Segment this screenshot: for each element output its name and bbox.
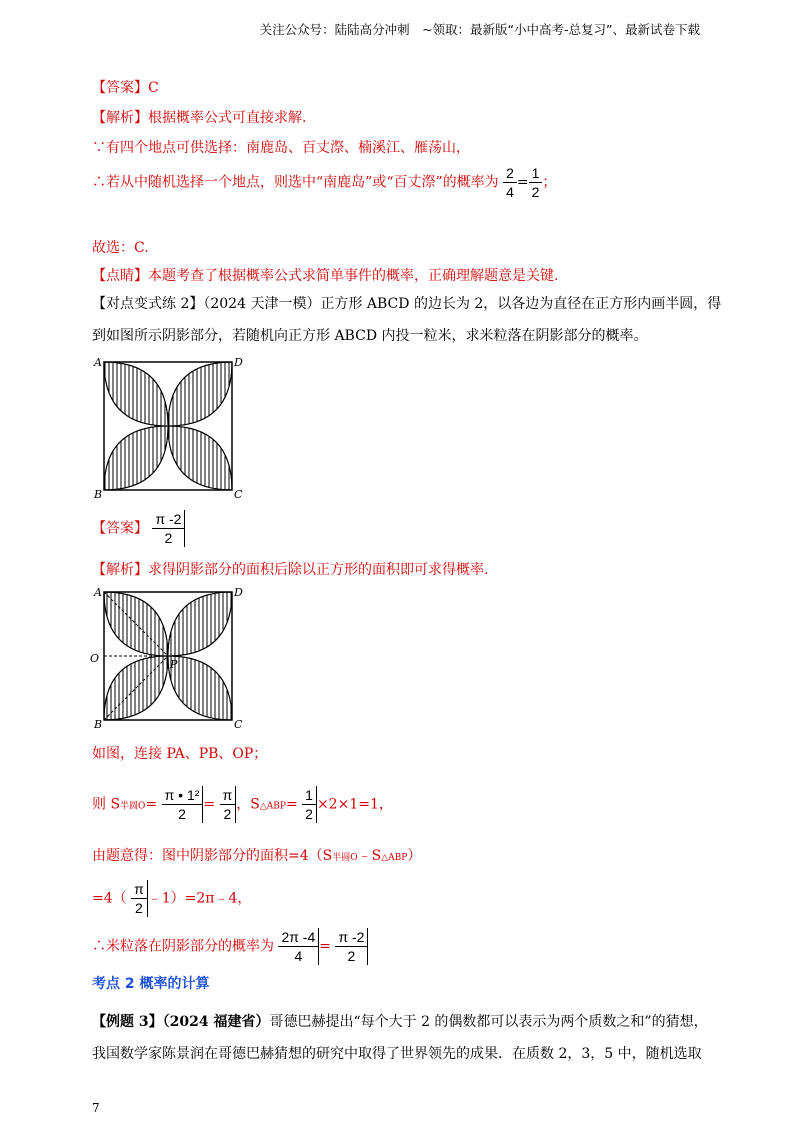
fraction-2-4: $\frac{2}{4}$ [503, 164, 517, 201]
then-sep: ，S [236, 796, 260, 813]
label-d: D [234, 586, 243, 599]
answer-tag: 【答案】 [92, 80, 148, 96]
then-tail: ×2×1=1， [316, 796, 393, 813]
answer-fraction: $\frac{\pi -2}{2}$ [152, 510, 185, 547]
petal-bottom-left [104, 426, 168, 490]
comment-line [92, 266, 558, 286]
analysis-tag: 【解析】 [92, 562, 148, 578]
therefore-text: ∴若从中随机选择一个地点，则选中“南鹿岛”或“百丈漈”的概率为 [92, 174, 499, 191]
comment-text: 本题考查了根据概率公式求简单事件的概率，正确理解题意是关键. [148, 268, 559, 284]
petal-bottom-right [168, 426, 232, 490]
subscript-semicircle: 半圆O [120, 801, 146, 812]
answer-tag: 【答案】 [92, 520, 148, 537]
from-problem-mid: ﹣S [357, 848, 382, 864]
equals-sign: = [203, 796, 216, 813]
expr-line [92, 880, 251, 917]
final-line [92, 928, 368, 965]
connect-line: 如图，连接 PA、PB、OP； [92, 746, 268, 762]
semicolon: ； [542, 174, 557, 191]
analysis-2 [92, 560, 488, 580]
equals-sign: = [516, 174, 529, 191]
label-d: D [234, 356, 243, 369]
label-a: A [94, 586, 102, 599]
petal-top-right [168, 362, 232, 426]
example-line-2: 我国数学家陈景润在哥德巴赫猜想的研究中取得了世界领先的成果．在质数 2，3，5 中，随机选取 [92, 1046, 702, 1062]
practice-source: （2024 天津一模） [203, 296, 321, 312]
choose-line: 故选：C. [92, 240, 149, 256]
figure-square-semicircles-1 [92, 352, 244, 500]
petal-bottom-right [168, 656, 232, 720]
page-header: 关注公众号：陆陆高分冲刺 ~领取：最新版“小中高考-总复习”、最新试卷下载 [259, 22, 700, 37]
answer-2 [92, 510, 185, 547]
analysis-tag: 【解析】 [92, 110, 148, 126]
practice-tag: 【对点变式练 2】 [92, 296, 204, 312]
practice-line-1 [92, 294, 721, 314]
figure-square-semicircles-2 [86, 582, 248, 730]
expr-post: ﹣1）=2π﹣4， [147, 890, 252, 907]
subscript-triangle: △ABP [259, 801, 286, 812]
fraction-1-2: $\frac{1}{2}$ [302, 786, 317, 823]
practice-line-2: 到如图所示阴影部分，若随机向正方形 ABCD 内投一粒米，求米粒落在阴影部分的概率。 [92, 328, 648, 344]
expr-pre: =4（ [92, 890, 127, 907]
petal-top-left [104, 362, 168, 426]
equals-sign: = [285, 796, 298, 813]
analysis-text: 求得阴影部分的面积后除以正方形的面积即可求得概率. [148, 562, 489, 578]
fraction-pi-2: $\frac{\pi}{2}$ [131, 880, 148, 917]
label-c: C [234, 718, 243, 730]
practice-text-1: 正方形 ABCD 的边长为 2，以各边为直径在正方形内画半圆，得 [320, 296, 722, 312]
fraction-pi-2-2: $\frac{\pi -2}{2}$ [335, 928, 368, 965]
from-problem-text: 由题意得：图中阴影部分的面积=4（S [92, 848, 333, 864]
fraction-1-2: $\frac{1}{2}$ [529, 164, 543, 201]
analysis-1 [92, 108, 306, 128]
fraction-2pi-4-4: $\frac{2\pi -4}{4}$ [278, 928, 319, 965]
fraction-pi-2: $\frac{\pi}{2}$ [220, 786, 237, 823]
comment-tag: 【点睛】 [92, 268, 148, 284]
example-line-1 [92, 1012, 708, 1032]
label-c: C [234, 488, 243, 500]
equals-sign: = [319, 938, 331, 955]
subscript-semicircle: 半圆O [332, 853, 358, 863]
from-problem-line [92, 846, 421, 868]
analysis-text: 根据概率公式可直接求解. [148, 110, 307, 126]
petal-top-right [168, 592, 232, 656]
page-number: 7 [92, 1101, 100, 1115]
then-line [92, 786, 393, 823]
from-problem-end: ） [407, 848, 422, 864]
answer-1 [92, 78, 159, 98]
example-source: （2024 福建省） [162, 1014, 270, 1030]
label-b: B [94, 718, 103, 730]
final-text: ∴米粒落在阴影部分的概率为 [92, 938, 274, 955]
section-heading: 考点 2 概率的计算 [92, 976, 210, 992]
then-prefix: 则 S [92, 796, 121, 813]
example-text-1: 哥德巴赫提出“每个大于 2 的偶数都可以表示为两个质数之和”的猜想， [269, 1014, 708, 1030]
fraction-pi-1sq-2: $\frac{\text{π • 1²}}{2}$ [162, 786, 204, 823]
therefore-line [92, 164, 556, 201]
subscript-triangle: △ABP [381, 853, 408, 863]
label-p: P [170, 658, 178, 671]
label-o: O [90, 652, 100, 665]
label-b: B [94, 488, 103, 500]
because-line: ∵有四个地点可供选择：南鹿岛、百丈漈、楠溪江、雁荡山， [92, 140, 470, 156]
example-tag: 【例题 3】 [92, 1014, 163, 1030]
equals-sign: = [145, 796, 158, 813]
answer-value: C [148, 80, 159, 96]
label-a: A [94, 356, 102, 369]
